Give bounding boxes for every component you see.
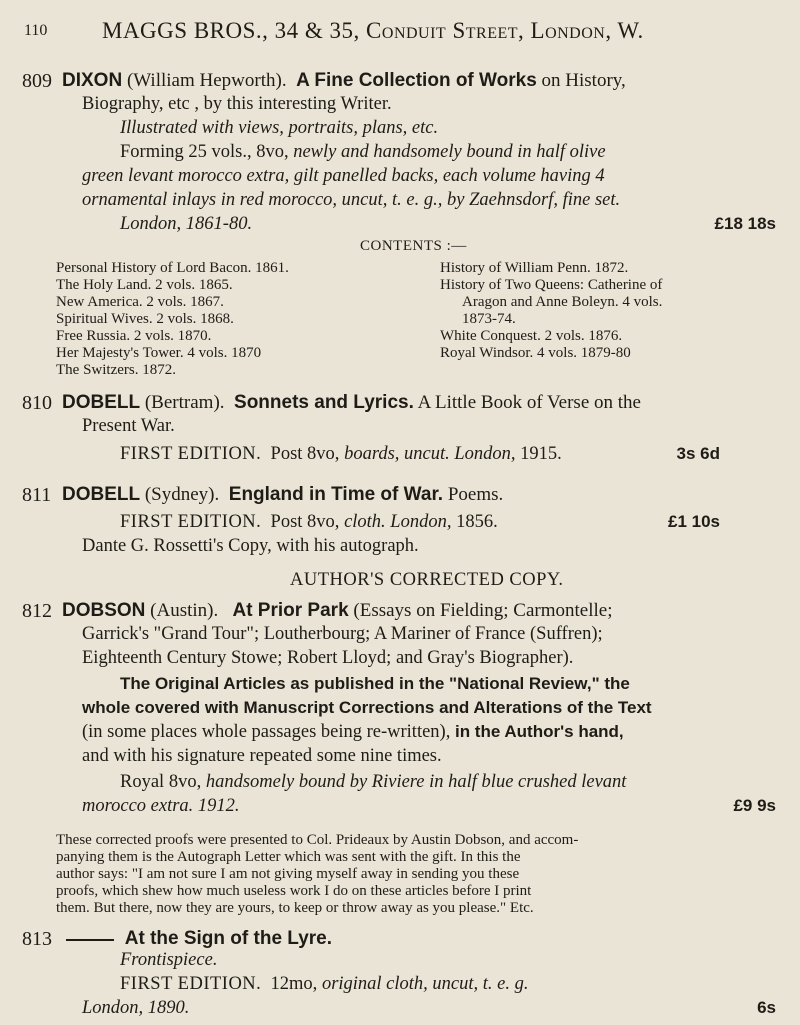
lot-subheading: AUTHOR'S CORRECTED COPY.	[290, 570, 564, 590]
lot-format: Royal 8vo,	[120, 772, 202, 792]
contents-item: Free Russia. 2 vols. 1870.	[56, 328, 212, 344]
lot-title-rest: Poems.	[447, 484, 504, 505]
lot-binding: cloth. London,	[344, 512, 452, 532]
lot-author-name: (Bertram).	[144, 392, 225, 413]
lot-description-line: Illustrated with views, portraits, plans, etc.	[120, 118, 439, 138]
lot-provenance: Dante G. Rossetti's Copy, with his autograph.	[82, 536, 419, 556]
lot-description-line: and with his signature repeated some nine times.	[82, 746, 442, 766]
lot-number: 810	[22, 392, 52, 414]
lot-description-line: ornamental inlays in red morocco, uncut, t. e. g., by Zaehnsdorf, fine set.	[82, 190, 621, 210]
contents-label: CONTENTS :—	[360, 238, 467, 254]
lot-price: 6s	[757, 998, 776, 1017]
contents-item: New America. 2 vols. 1867.	[56, 294, 224, 310]
lot-format: 12mo,	[270, 974, 318, 994]
lot-description-line: Frontispiece.	[120, 950, 218, 970]
contents-item: History of William Penn. 1872.	[440, 260, 629, 276]
lot-price: £1 10s	[668, 512, 720, 531]
lot-heading	[62, 70, 626, 92]
contents-item: Royal Windsor. 4 vols. 1879-80	[440, 345, 631, 361]
lot-title-rest: (Essays on Fielding; Carmontelle;	[353, 600, 613, 621]
contents-item: History of Two Queens: Catherine of	[440, 277, 663, 293]
lot-description-line: whole covered with Manuscript Corrections and Alterations of the Text	[82, 698, 652, 717]
contents-item: Spiritual Wives. 2 vols. 1868.	[56, 311, 234, 327]
lot-year: 1856.	[456, 512, 498, 532]
lot-imprint: London, 1861-80.	[120, 214, 253, 234]
lot-author: DOBELL	[62, 392, 141, 413]
lot-description-line: Biography, etc , by this interesting Writer.	[82, 94, 392, 114]
lot-title-rest: A Little Book of Verse on the	[417, 392, 641, 413]
lot-edition: FIRST EDITION.	[120, 974, 262, 994]
lot-price: £18 18s	[714, 214, 776, 233]
note-line: panying them is the Autograph Letter which was sent with the gift. In this the	[56, 849, 521, 865]
lot-description-line: The Original Articles as published in the "National Review," the	[120, 674, 630, 693]
lot-description-line: Eighteenth Century Stowe; Robert Lloyd; and Gray's Biographer).	[82, 648, 574, 668]
lot-title: Sonnets and Lyrics.	[234, 392, 414, 413]
lot-format: Forming 25 vols., 8vo,	[120, 142, 289, 162]
contents-left-column	[56, 260, 396, 379]
lot-description-line: Present War.	[82, 416, 175, 436]
lot-price: 3s 6d	[676, 444, 720, 463]
note-line: author says: "I am not sure I am not giving myself away in sending you these	[56, 866, 520, 882]
contents-item: 1873-74.	[462, 311, 516, 327]
contents-item: Her Majesty's Tower. 4 vols. 1870	[56, 345, 262, 361]
lot-imprint: London, 1890.	[82, 998, 190, 1018]
ditto-dash	[66, 939, 114, 941]
lot-binding: boards, uncut. London,	[344, 444, 516, 464]
lot-description-line	[82, 722, 624, 743]
lot-description-line: green levant morocco extra, gilt panelled backs, each volume having 4	[82, 166, 605, 186]
contents-item	[440, 362, 780, 379]
lot-price: £9 9s	[733, 796, 776, 815]
lot-number: 813	[22, 928, 52, 950]
page-header	[24, 18, 784, 48]
lot-number: 812	[22, 600, 52, 622]
lot-title: A Fine Collection of Works	[296, 70, 537, 91]
lot-description-line: Garrick's "Grand Tour"; Loutherbourg; A Mariner of France (Suffren);	[82, 624, 603, 644]
lot-note-text: (in some places whole passages being re-written),	[82, 722, 451, 742]
lot-title: At Prior Park	[232, 600, 349, 621]
lot-heading	[62, 600, 613, 622]
contents-item: Aragon and Anne Boleyn. 4 vols.	[462, 294, 663, 310]
lot-year: 1915.	[520, 444, 562, 464]
lot-number: 811	[22, 484, 52, 506]
lot-title: England in Time of War.	[228, 484, 444, 505]
lot-heading	[62, 928, 332, 950]
lot-description-line	[120, 142, 606, 163]
lot-heading	[62, 484, 503, 506]
lot-title-rest: on History,	[541, 70, 626, 91]
contents-right-column	[440, 260, 780, 379]
lot-binding: newly and handsomely bound in half olive	[293, 142, 606, 162]
lot-author: DIXON	[62, 70, 123, 91]
lot-note-emphasis: in the Author's hand,	[454, 722, 624, 741]
lot-description-line	[120, 444, 562, 465]
lot-description-line	[120, 512, 498, 533]
lot-author-name: (Austin).	[150, 600, 219, 621]
lot-author: DOBELL	[62, 484, 141, 505]
lot-edition: FIRST EDITION.	[120, 512, 262, 532]
lot-binding: handsomely bound by Riviere in half blue crushed levant	[205, 772, 627, 792]
lot-format: Post 8vo,	[270, 444, 340, 464]
note-line: These corrected proofs were presented to Col. Prideaux by Austin Dobson, and accom-	[56, 832, 579, 848]
contents-item: The Switzers. 1872.	[56, 362, 176, 378]
contents-item: The Holy Land. 2 vols. 1865.	[56, 277, 233, 293]
lot-description-line	[120, 772, 626, 793]
lot-number: 809	[22, 70, 52, 92]
running-title: MAGGS BROS., 34 & 35, Conduit Street, London, W.	[102, 18, 644, 43]
lot-format: Post 8vo,	[270, 512, 340, 532]
lot-binding: original cloth, uncut, t. e. g.	[321, 974, 529, 994]
note-line: proofs, which shew how much useless work I do on these articles before I print	[56, 883, 532, 899]
lot-author-name: (Sydney).	[144, 484, 220, 505]
lot-author: DOBSON	[62, 600, 146, 621]
note-line: them. But there, now they are yours, to keep or throw away as you please." Etc.	[56, 900, 534, 916]
page-number: 110	[24, 22, 48, 39]
lot-imprint: morocco extra. 1912.	[82, 796, 240, 816]
lot-note	[56, 832, 781, 917]
contents-item: Personal History of Lord Bacon. 1861.	[56, 260, 289, 276]
lot-title: At the Sign of the Lyre.	[124, 928, 332, 949]
contents-item: White Conquest. 2 vols. 1876.	[440, 328, 623, 344]
lot-edition: FIRST EDITION.	[120, 444, 262, 464]
lot-author-name: (William Hepworth).	[126, 70, 287, 91]
lot-heading	[62, 392, 641, 414]
lot-description-line	[120, 974, 529, 995]
